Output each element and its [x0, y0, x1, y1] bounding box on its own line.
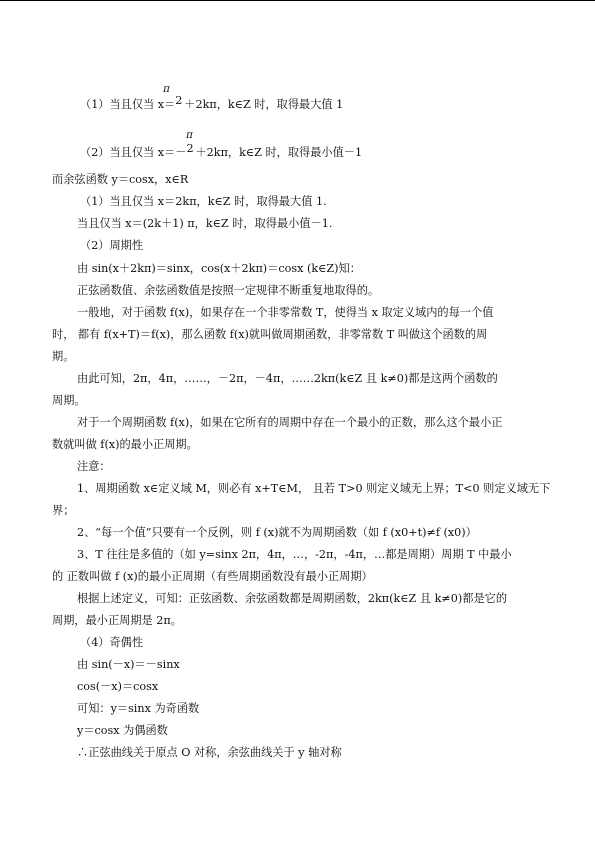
cos-max-line: （1）当且仅当 x＝2kπ，k∈Z 时，取得最大值 1. [80, 195, 327, 208]
sin-min-suffix: ＋2kπ，k∈Z 时，取得最小值－1 [195, 146, 363, 159]
sin-max-prefix: （1）当且仅当 x＝ [80, 98, 176, 111]
sin-max-line [80, 94, 344, 112]
fraction-denominator: 2 [175, 94, 183, 107]
note-heading: 注意： [77, 460, 111, 473]
note-1-line-1: 1、周期函数 x∈定义域 M，则必有 x+T∈M， 且若 T>0 则定义域无上界；T<0 则定义域无下 [77, 482, 551, 495]
period-explain: 正弦函数值、余弦函数值是按照一定规律不断重复地取得的。 [77, 284, 380, 297]
definition-line-1: 一般地，对于函数 f(x)，如果存在一个非零常数 T，使得当 x 取定义域内的每一个值 [77, 306, 494, 319]
note-2: 2、“每一个值”只要有一个反例，则 f (x)就不为周期函数（如 f (x0+t)≠f (x0)） [77, 526, 477, 539]
min-period-line-1: 对于一个周期函数 f(x)，如果在它所有的周期中存在一个最小的正数，那么这个最小正 [77, 416, 503, 429]
parity-heading: （4）奇偶性 [80, 636, 144, 649]
note-3-line-2: 的 正数叫做 f (x)的最小正周期（有些周期函数没有最小正周期） [52, 570, 373, 583]
definition-line-3: 期。 [52, 350, 75, 363]
note-1-line-2: 界； [52, 504, 75, 517]
parity-odd: 可知：y＝sinx 为奇函数 [77, 702, 200, 715]
definition-line-2: 时， 都有 f(x+T)＝f(x)，那么函数 f(x)就叫做周期函数，非零常数 T 叫做这个函数的周 [52, 328, 488, 341]
parity-cos: cos(－x)＝cosx [77, 680, 159, 693]
conclusion-line-2: 周期，最小正周期是 2π。 [52, 614, 182, 627]
page-top-rule [0, 0, 595, 1]
cos-intro: 而余弦函数 y＝cosx，x∈R [52, 173, 189, 186]
examples-line-1: 由此可知，2π，4π，……，－2π，－4π，……2kπ(k∈Z 且 k≠0)都是这两个函数的 [77, 372, 498, 385]
examples-line-2: 周期。 [52, 394, 86, 407]
sin-max-suffix: ＋2kπ，k∈Z 时，取得最大值 1 [184, 98, 344, 111]
note-3-line-1: 3、T 往往是多值的（如 y=sinx 2π，4π，…，-2π，-4π，…都是周期）周期 T 中最小 [77, 548, 512, 561]
period-heading: （2）周期性 [80, 239, 144, 252]
parity-sin: 由 sin(－x)＝－sinx [77, 658, 180, 671]
fraction-denominator-2: 2 [186, 142, 194, 155]
min-period-line-2: 数就叫做 f(x)的最小正周期。 [52, 438, 198, 451]
sin-min-prefix: （2）当且仅当 x＝－ [80, 146, 187, 159]
sin-min-line [80, 142, 363, 160]
period-identity: 由 sin(x＋2kπ)＝sinx，cos(x＋2kπ)＝cosx (k∈Z)知： [77, 262, 361, 275]
fraction-numerator-pi: π [163, 83, 170, 95]
parity-even: y＝cosx 为偶函数 [77, 724, 168, 737]
parity-symmetry: ∴正弦曲线关于原点 O 对称，余弦曲线关于 y 轴对称 [77, 746, 342, 759]
fraction-numerator-pi-2: π [186, 129, 193, 141]
conclusion-line-1: 根据上述定义，可知：正弦函数、余弦函数都是周期函数，2kπ(k∈Z 且 k≠0)都是它的 [77, 592, 508, 605]
cos-min-line: 当且仅当 x＝(2k＋1) π，k∈Z 时，取得最小值－1. [77, 217, 333, 230]
